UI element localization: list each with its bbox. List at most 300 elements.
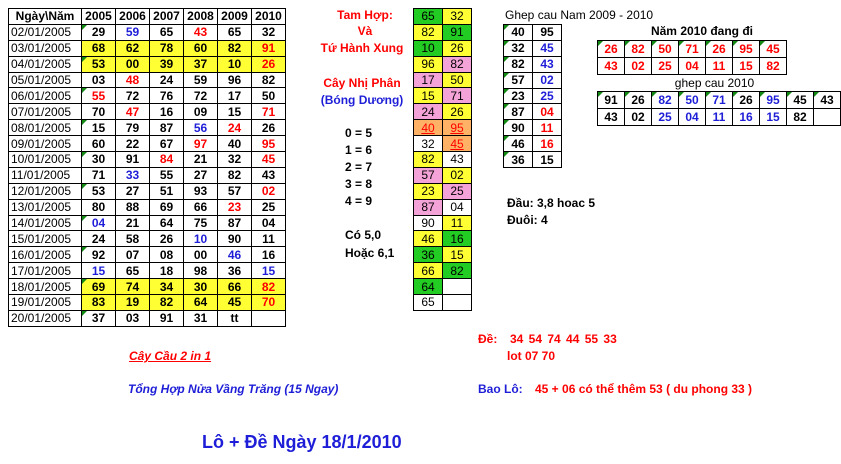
value-cell: 88 — [116, 199, 150, 215]
ghep-row — [504, 104, 562, 120]
value-cell: 98 — [184, 263, 218, 279]
cay-cau-label: Cây Cầu 2 in 1 — [129, 349, 212, 363]
nam-2010-cell: 71 — [679, 41, 706, 58]
header-cell: 2009 — [218, 9, 252, 25]
nam-2010-cell: 43 — [598, 58, 625, 75]
value-cell: 51 — [150, 183, 184, 199]
value-cell — [252, 310, 286, 326]
value-cell: 11 — [252, 231, 286, 247]
value-cell: 03 — [82, 72, 116, 88]
main-results-table — [8, 8, 286, 327]
table-row — [9, 167, 286, 183]
value-cell: 18 — [150, 263, 184, 279]
ghep-cell: 02 — [533, 72, 562, 88]
pair-cell: 15 — [443, 247, 472, 263]
ghep-cell: 40 — [504, 25, 533, 41]
nam-2010-cell: 15 — [733, 58, 760, 75]
value-cell: 82 — [150, 295, 184, 311]
nam-2010-cell: 26 — [598, 41, 625, 58]
ghep-cell: 57 — [504, 72, 533, 88]
ghep-cell: 82 — [504, 56, 533, 72]
table-row — [9, 183, 286, 199]
gc2010-cell: 15 — [760, 109, 787, 126]
gc2010-cell: 95 — [760, 92, 787, 109]
gc2010-row — [598, 92, 841, 109]
date-cell: 03/01/2005 — [9, 40, 82, 56]
de-label: Đề: — [478, 332, 498, 346]
pair-row — [414, 231, 472, 247]
value-cell: 59 — [184, 72, 218, 88]
tam-hop-label: Tam Hợp: — [337, 8, 393, 22]
table-row — [9, 40, 286, 56]
pair-cell: 15 — [414, 88, 443, 104]
value-cell: 45 — [252, 152, 286, 168]
main-header-row — [9, 9, 286, 25]
value-cell: 82 — [252, 72, 286, 88]
ghep-row — [504, 88, 562, 104]
pair-cell: 87 — [414, 199, 443, 215]
value-cell: 55 — [82, 88, 116, 104]
pair-cell: 17 — [414, 72, 443, 88]
pair-row — [414, 295, 472, 311]
gc2010-cell: 91 — [598, 92, 625, 109]
table-row — [9, 199, 286, 215]
pair-cell: 04 — [443, 199, 472, 215]
value-cell: 65 — [218, 24, 252, 40]
pair-cell: 45 — [443, 136, 472, 152]
value-cell: 07 — [116, 247, 150, 263]
ghep-cell: 25 — [533, 88, 562, 104]
value-cell: 02 — [252, 183, 286, 199]
value-cell: 25 — [252, 199, 286, 215]
pair-cell: 82 — [414, 24, 443, 40]
value-cell: tt — [218, 310, 252, 326]
table-row — [9, 120, 286, 136]
pair-cell: 64 — [414, 279, 443, 295]
pair-cell: 32 — [414, 136, 443, 152]
value-cell: 55 — [150, 167, 184, 183]
date-cell: 13/01/2005 — [9, 199, 82, 215]
pair-row — [414, 152, 472, 168]
value-cell: 26 — [150, 231, 184, 247]
table-row — [9, 24, 286, 40]
date-cell: 11/01/2005 — [9, 167, 82, 183]
date-cell: 15/01/2005 — [9, 231, 82, 247]
value-cell: 23 — [218, 199, 252, 215]
date-cell: 07/01/2005 — [9, 104, 82, 120]
pair-cell: 66 — [414, 263, 443, 279]
value-cell: 21 — [184, 152, 218, 168]
table-row — [9, 136, 286, 152]
value-cell: 24 — [218, 120, 252, 136]
nam-2010-row — [598, 41, 787, 58]
pair-cell: 16 — [443, 231, 472, 247]
date-cell: 20/01/2005 — [9, 310, 82, 326]
nam-2010-table — [597, 40, 787, 75]
value-cell: 66 — [218, 279, 252, 295]
value-cell: 31 — [184, 310, 218, 326]
gc2010-cell: 02 — [625, 109, 652, 126]
value-cell: 48 — [116, 72, 150, 88]
gc2010-row — [598, 109, 841, 126]
value-cell: 70 — [252, 295, 286, 311]
date-cell: 19/01/2005 — [9, 295, 82, 311]
nam-2010-cell: 02 — [625, 58, 652, 75]
date-cell: 17/01/2005 — [9, 263, 82, 279]
gc2010-cell: 16 — [733, 109, 760, 126]
value-cell: 84 — [150, 152, 184, 168]
pair-cell: 02 — [443, 167, 472, 183]
table-row — [9, 72, 286, 88]
ghep-cell: 16 — [533, 136, 562, 152]
value-cell: 00 — [116, 56, 150, 72]
value-cell: 69 — [82, 279, 116, 295]
nam-2010-cell: 95 — [733, 41, 760, 58]
value-cell: 39 — [150, 56, 184, 72]
header-cell: 2006 — [116, 9, 150, 25]
pair-cell: 95 — [443, 120, 472, 136]
bao-lo-text: 45 + 06 có thể thêm 53 ( du phong 33 ) — [535, 382, 753, 396]
value-cell: 50 — [252, 88, 286, 104]
nam-2010-cell: 45 — [760, 41, 787, 58]
date-cell: 18/01/2005 — [9, 279, 82, 295]
table-row — [9, 104, 286, 120]
value-cell: 68 — [82, 40, 116, 56]
value-cell: 10 — [218, 56, 252, 72]
value-cell: 24 — [150, 72, 184, 88]
value-cell: 32 — [218, 152, 252, 168]
value-cell: 91 — [252, 40, 286, 56]
pair-cell: 26 — [443, 104, 472, 120]
value-cell: 82 — [218, 40, 252, 56]
pair-row — [414, 136, 472, 152]
pair-cell: 40 — [414, 120, 443, 136]
nam-2010-cell: 50 — [652, 41, 679, 58]
gc2010-cell: 71 — [706, 92, 733, 109]
nam-2010-cell: 82 — [625, 41, 652, 58]
co-50-label: Có 5,0 — [345, 228, 382, 242]
pair-cell: 43 — [443, 152, 472, 168]
value-cell: 97 — [184, 136, 218, 152]
table-row — [9, 231, 286, 247]
value-cell: 60 — [82, 136, 116, 152]
nam-2010-cell: 82 — [760, 58, 787, 75]
gc2010-cell: 45 — [787, 92, 814, 109]
gc2010-cell: 11 — [706, 109, 733, 126]
bong-duong-list — [345, 126, 372, 211]
pair-row — [414, 72, 472, 88]
value-cell: 24 — [82, 231, 116, 247]
bong-pair-item: 1 = 6 — [345, 143, 373, 157]
ghep-cell: 43 — [533, 56, 562, 72]
de-lot: lot 07 70 — [507, 349, 556, 363]
value-cell: 19 — [116, 295, 150, 311]
value-cell: 53 — [82, 183, 116, 199]
value-cell: 82 — [218, 167, 252, 183]
value-cell: 16 — [150, 104, 184, 120]
value-cell: 30 — [82, 152, 116, 168]
bong-pair-item: 0 = 5 — [345, 126, 373, 140]
pair-row — [414, 215, 472, 231]
value-cell: 59 — [116, 24, 150, 40]
pair-cell: 65 — [414, 295, 443, 311]
ghep-row — [504, 40, 562, 56]
value-cell: 62 — [116, 40, 150, 56]
value-cell: 45 — [218, 295, 252, 311]
gc2010-cell: 43 — [598, 109, 625, 126]
pair-row — [414, 167, 472, 183]
ghep-cell: 46 — [504, 136, 533, 152]
value-cell: 34 — [150, 279, 184, 295]
value-cell: 74 — [116, 279, 150, 295]
pair-cell: 11 — [443, 215, 472, 231]
value-cell: 33 — [116, 167, 150, 183]
value-cell: 95 — [252, 136, 286, 152]
lo-de-title: Lô + Đề Ngày 18/1/2010 — [202, 432, 402, 452]
value-cell: 03 — [116, 310, 150, 326]
table-row — [9, 310, 286, 326]
table-row — [9, 152, 286, 168]
date-cell: 08/01/2005 — [9, 120, 82, 136]
bao-lo-label: Bao Lô: — [478, 382, 523, 396]
pair-cell: 24 — [414, 104, 443, 120]
value-cell: 67 — [150, 136, 184, 152]
pair-row — [414, 183, 472, 199]
pair-cell: 65 — [414, 9, 443, 25]
gc2010-title: ghep cau 2010 — [674, 76, 755, 90]
ghep-cell: 15 — [533, 152, 562, 168]
ghep-row — [504, 56, 562, 72]
gc2010-cell: 04 — [679, 109, 706, 126]
pair-cell: 46 — [414, 231, 443, 247]
value-cell: 57 — [218, 183, 252, 199]
value-cell: 36 — [218, 263, 252, 279]
ghep-row — [504, 25, 562, 41]
date-cell: 05/01/2005 — [9, 72, 82, 88]
value-cell: 83 — [82, 295, 116, 311]
value-cell: 96 — [218, 72, 252, 88]
value-cell: 65 — [150, 24, 184, 40]
value-cell: 15 — [82, 120, 116, 136]
pair-row — [414, 263, 472, 279]
pair-row — [414, 279, 472, 295]
pair-cell: 82 — [443, 263, 472, 279]
value-cell: 65 — [116, 263, 150, 279]
value-cell: 87 — [218, 215, 252, 231]
value-cell: 64 — [184, 295, 218, 311]
date-cell: 06/01/2005 — [9, 88, 82, 104]
ghep-cau-2010-table — [597, 91, 841, 126]
value-cell: 87 — [150, 120, 184, 136]
header-cell: 2005 — [82, 9, 116, 25]
header-cell: 2010 — [252, 9, 286, 25]
header-cell: 2007 — [150, 9, 184, 25]
ghep-cell: 23 — [504, 88, 533, 104]
value-cell: 26 — [252, 56, 286, 72]
value-cell: 40 — [218, 136, 252, 152]
pair-row — [414, 199, 472, 215]
pair-cell — [443, 279, 472, 295]
ghep-cau-table — [503, 24, 562, 168]
hoac-61-label: Hoặc 6,1 — [345, 246, 395, 260]
value-cell: 79 — [116, 120, 150, 136]
ghep-cell: 36 — [504, 152, 533, 168]
value-cell: 64 — [150, 215, 184, 231]
gc2010-cell: 26 — [733, 92, 760, 109]
nam-2010-cell: 25 — [652, 58, 679, 75]
ghep-cell: 32 — [504, 40, 533, 56]
pair-cell: 50 — [443, 72, 472, 88]
value-cell: 76 — [150, 88, 184, 104]
value-cell: 47 — [116, 104, 150, 120]
gc2010-cell: 82 — [652, 92, 679, 109]
ghep-cell: 04 — [533, 104, 562, 120]
pair-cell: 82 — [414, 152, 443, 168]
nam-2010-title: Năm 2010 đang đi — [650, 24, 754, 38]
pair-row — [414, 104, 472, 120]
pair-row — [414, 24, 472, 40]
tam-hop-pair-table — [413, 8, 472, 311]
pair-cell: 36 — [414, 247, 443, 263]
pair-row — [414, 88, 472, 104]
pair-cell: 57 — [414, 167, 443, 183]
de-numbers: 34 54 74 44 55 33 — [510, 332, 617, 346]
nam-2010-cell: 11 — [706, 58, 733, 75]
value-cell: 10 — [184, 231, 218, 247]
value-cell: 26 — [252, 120, 286, 136]
ghep-cell: 95 — [533, 25, 562, 41]
ghep-cell: 90 — [504, 120, 533, 136]
date-cell: 09/01/2005 — [9, 136, 82, 152]
table-row — [9, 56, 286, 72]
value-cell: 09 — [184, 104, 218, 120]
value-cell: 15 — [218, 104, 252, 120]
pair-row — [414, 40, 472, 56]
pair-cell: 32 — [443, 9, 472, 25]
value-cell: 00 — [184, 247, 218, 263]
value-cell: 72 — [116, 88, 150, 104]
value-cell: 93 — [184, 183, 218, 199]
dau-label: Đầu: 3,8 hoac 5 — [507, 196, 596, 210]
gc2010-cell: 50 — [679, 92, 706, 109]
value-cell: 43 — [184, 24, 218, 40]
value-cell: 56 — [184, 120, 218, 136]
gc2010-cell: 43 — [814, 92, 841, 109]
value-cell: 82 — [252, 279, 286, 295]
table-row — [9, 88, 286, 104]
bong-pair-item: 2 = 7 — [345, 160, 373, 174]
value-cell: 37 — [184, 56, 218, 72]
gc2010-cell: 82 — [787, 109, 814, 126]
pair-cell: 82 — [443, 56, 472, 72]
header-cell: 2008 — [184, 9, 218, 25]
pair-row — [414, 56, 472, 72]
ghep-row — [504, 72, 562, 88]
value-cell: 58 — [116, 231, 150, 247]
value-cell: 21 — [116, 215, 150, 231]
value-cell: 70 — [82, 104, 116, 120]
ghep-row — [504, 120, 562, 136]
date-cell: 02/01/2005 — [9, 24, 82, 40]
ghep-row — [504, 136, 562, 152]
pair-cell: 91 — [443, 24, 472, 40]
pair-cell: 10 — [414, 40, 443, 56]
duoi-label: Đuôi: 4 — [507, 213, 548, 227]
value-cell: 71 — [252, 104, 286, 120]
header-cell: Ngày\Năm — [9, 9, 82, 25]
value-cell: 15 — [252, 263, 286, 279]
cay-nhi-phan-label: Cây Nhị Phân — [323, 76, 401, 90]
date-cell: 16/01/2005 — [9, 247, 82, 263]
value-cell: 32 — [252, 24, 286, 40]
table-row — [9, 263, 286, 279]
table-row — [9, 215, 286, 231]
value-cell: 22 — [116, 136, 150, 152]
value-cell: 16 — [252, 247, 286, 263]
value-cell: 46 — [218, 247, 252, 263]
value-cell: 78 — [150, 40, 184, 56]
gc2010-cell: 25 — [652, 109, 679, 126]
value-cell: 04 — [252, 215, 286, 231]
pair-cell — [443, 295, 472, 311]
pair-cell: 25 — [443, 183, 472, 199]
pair-cell: 23 — [414, 183, 443, 199]
value-cell: 37 — [82, 310, 116, 326]
table-row — [9, 295, 286, 311]
value-cell: 69 — [150, 199, 184, 215]
tu-hanh-xung-label: Tứ Hành Xung — [320, 41, 404, 55]
pair-row — [414, 120, 472, 136]
gc2010-cell: 26 — [625, 92, 652, 109]
date-cell: 04/01/2005 — [9, 56, 82, 72]
bong-pair-item: 3 = 8 — [345, 177, 373, 191]
date-cell: 14/01/2005 — [9, 215, 82, 231]
date-cell: 12/01/2005 — [9, 183, 82, 199]
ghep-cell: 11 — [533, 120, 562, 136]
value-cell: 30 — [184, 279, 218, 295]
ghep-cau-title: Ghep cau Nam 2009 - 2010 — [505, 8, 654, 22]
value-cell: 08 — [150, 247, 184, 263]
value-cell: 92 — [82, 247, 116, 263]
value-cell: 27 — [116, 183, 150, 199]
value-cell: 29 — [82, 24, 116, 40]
ghep-cell: 45 — [533, 40, 562, 56]
tong-hop-label: Tổng Hợp Nửa Vầng Trăng (15 Ngay) — [128, 382, 339, 396]
value-cell: 80 — [82, 199, 116, 215]
value-cell: 90 — [218, 231, 252, 247]
value-cell: 66 — [184, 199, 218, 215]
ghep-row — [504, 152, 562, 168]
value-cell: 71 — [82, 167, 116, 183]
value-cell: 43 — [252, 167, 286, 183]
nam-2010-cell: 04 — [679, 58, 706, 75]
pair-row — [414, 9, 472, 25]
pair-cell: 26 — [443, 40, 472, 56]
table-row — [9, 279, 286, 295]
value-cell: 15 — [82, 263, 116, 279]
pair-cell: 96 — [414, 56, 443, 72]
table-row — [9, 247, 286, 263]
ghep-cell: 87 — [504, 104, 533, 120]
value-cell: 72 — [184, 88, 218, 104]
nam-2010-cell: 26 — [706, 41, 733, 58]
pair-row — [414, 247, 472, 263]
value-cell: 17 — [218, 88, 252, 104]
value-cell: 75 — [184, 215, 218, 231]
pair-cell: 90 — [414, 215, 443, 231]
bong-pair-item: 4 = 9 — [345, 194, 373, 208]
bong-duong-label: (Bóng Dương) — [320, 93, 404, 107]
